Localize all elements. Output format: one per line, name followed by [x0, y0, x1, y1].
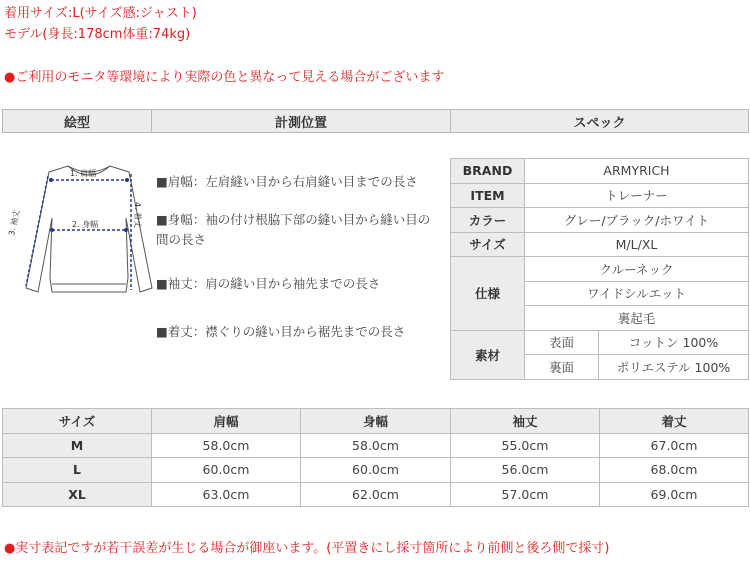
- size-label: XL: [3, 482, 152, 507]
- table-row: [3, 458, 749, 483]
- label-shoulder: 1. 肩幅: [70, 169, 97, 178]
- size-header: 袖丈: [451, 409, 600, 434]
- spec-material-key: 素材: [451, 330, 525, 379]
- size-cell: 60.0cm: [301, 458, 451, 483]
- spec-size-value: M/L/XL: [525, 232, 749, 257]
- label-sleeve: 3. 袖丈: [7, 208, 22, 237]
- bottom-note: ●実寸表記ですが若干誤差が生じる場合が御座います。(平置きにし採寸箇所により前側と後ろ側で採寸): [4, 541, 610, 556]
- measure-shoulder: ■肩幅：左肩縫い目から右肩縫い目までの長さ: [156, 174, 418, 189]
- spec-color-value: グレー/ブラック/ホワイト: [525, 208, 749, 233]
- size-label: M: [3, 433, 152, 458]
- measure-length: ■着丈：襟ぐりの縫い目から裾先までの長さ: [156, 324, 406, 339]
- model-info-text: モデル(身長:178cm体重:74kg): [4, 27, 191, 42]
- garment-illustration: [4, 158, 154, 300]
- header-illustration: 絵型: [3, 110, 152, 133]
- measure-sleeve: ■袖丈：肩の縫い目から袖先までの長さ: [156, 276, 381, 291]
- size-header: 肩幅: [152, 409, 301, 434]
- spec-material-value: ポリエステル 100%: [599, 355, 749, 380]
- header-spec: スペック: [451, 110, 749, 133]
- header-measure-points: 計測位置: [152, 110, 451, 133]
- spec-material-part: 裏面: [525, 355, 599, 380]
- size-cell: 63.0cm: [152, 482, 301, 507]
- spec-spec-value: ワイドシルエット: [525, 281, 749, 306]
- spec-color-key: カラー: [451, 208, 525, 233]
- spec-item-value: トレーナー: [525, 183, 749, 208]
- size-cell: 58.0cm: [152, 433, 301, 458]
- spec-item-key: ITEM: [451, 183, 525, 208]
- size-label: L: [3, 458, 152, 483]
- spec-material-part: 表面: [525, 330, 599, 355]
- spec-brand-value: ARMYRICH: [525, 159, 749, 184]
- size-cell: 62.0cm: [301, 482, 451, 507]
- size-table: [2, 408, 749, 507]
- measure-body: ■身幅：袖の付け根脇下部の縫い目から縫い目の間の長さ: [156, 212, 431, 247]
- spec-spec-value: クルーネック: [525, 257, 749, 282]
- table-row: [3, 482, 749, 507]
- spec-table: [450, 158, 749, 380]
- size-header: サイズ: [3, 409, 152, 434]
- section-header: [2, 109, 749, 133]
- label-length: 4. 着丈: [133, 202, 142, 229]
- size-cell: 60.0cm: [152, 458, 301, 483]
- model-size-text: 着用サイズ:L(サイズ感:ジャスト): [4, 6, 197, 21]
- spec-brand-key: BRAND: [451, 159, 525, 184]
- size-cell: 69.0cm: [600, 482, 749, 507]
- label-body: 2. 身幅: [72, 220, 99, 229]
- size-cell: 55.0cm: [451, 433, 600, 458]
- size-header: 身幅: [301, 409, 451, 434]
- size-cell: 67.0cm: [600, 433, 749, 458]
- size-cell: 68.0cm: [600, 458, 749, 483]
- size-header: 着丈: [600, 409, 749, 434]
- spec-spec-value: 裏起毛: [525, 306, 749, 331]
- spec-material-value: コットン 100%: [599, 330, 749, 355]
- size-cell: 56.0cm: [451, 458, 600, 483]
- spec-size-key: サイズ: [451, 232, 525, 257]
- size-cell: 58.0cm: [301, 433, 451, 458]
- size-cell: 57.0cm: [451, 482, 600, 507]
- table-row: [3, 433, 749, 458]
- color-notice: ●ご利用のモニタ等環境により実際の色と異なって見える場合がございます: [4, 70, 445, 85]
- spec-spec-key: 仕様: [451, 257, 525, 331]
